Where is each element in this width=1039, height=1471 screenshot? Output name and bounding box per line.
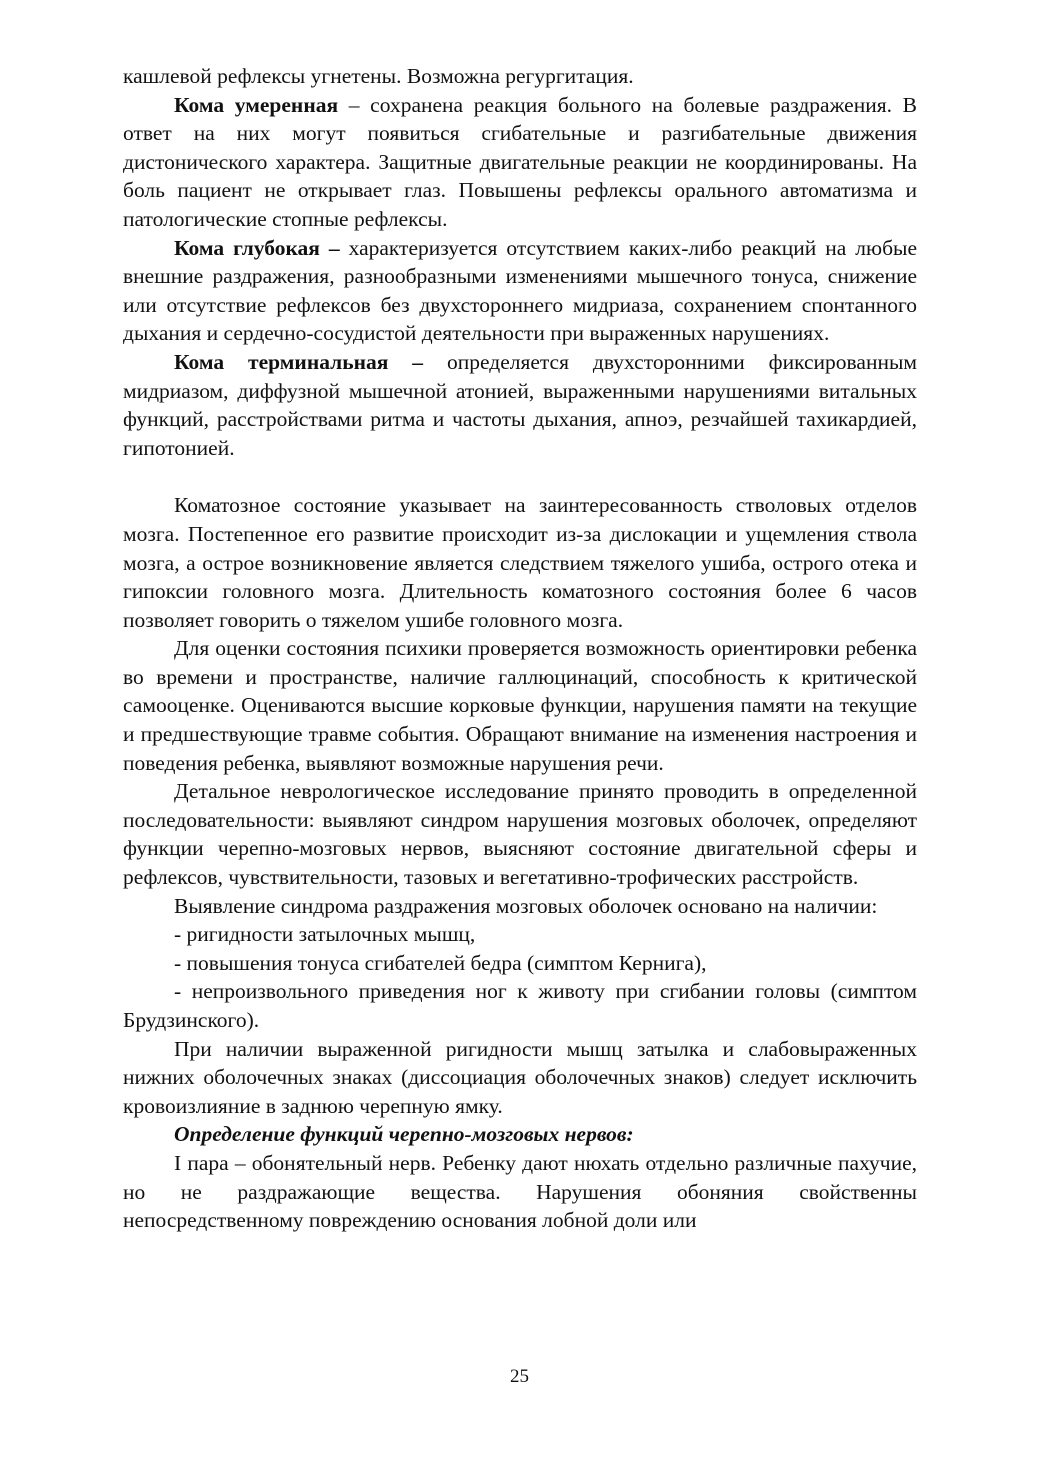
term-terminal-coma: Кома терминальная – — [174, 349, 424, 374]
blank-line — [123, 462, 917, 491]
paragraph-rigidity — [123, 1035, 917, 1121]
paragraph-meningeal-syndrome — [123, 892, 917, 921]
paragraph-continuation — [123, 62, 917, 91]
paragraph-terminal-coma — [123, 348, 917, 462]
section-heading: Определение функций черепно-мозговых нервов: — [174, 1122, 634, 1147]
paragraph-text: Детальное неврологическое исследование принято проводить в определенной последовательности: выявляют синдром нарушения мозговых оболочек, определяют функции черепно-мозговых нервов, выясняют состояние двигательной сферы и рефлексов, чувствительности, тазовых и вегетативно-трофических расстройств. — [123, 779, 917, 890]
paragraph-text: При наличии выраженной ригидности мышц затылка и слабовыраженных нижних оболочечных знаках (диссоциация оболочечных знаков) следует исключить кровоизлияние в заднюю черепную ямку. — [123, 1036, 917, 1118]
list-item: - повышения тонуса сгибателей бедра (симптом Кернига), — [174, 950, 707, 975]
paragraph-text: I пара – обонятельный нерв. Ребенку дают нюхать отдельно различные пахучие, но не раздражающие вещества. Нарушения обоняния свойственны непосредственному повреждению основания лобной доли или — [123, 1150, 917, 1233]
term-deep-coma: Кома глубокая – — [174, 235, 340, 260]
paragraph-text: характеризуется отсутствием каких-либо реакций на любые внешние раздражения, разнообразными изменениями мышечного тонуса, снижение или отсутствие рефлексов без двухстороннего мидриаза, сохранением спонтанного дыхания и сердечно-сосудистой деятельности при выраженных нарушениях. — [123, 235, 917, 346]
paragraph-deep-coma — [123, 234, 917, 348]
paragraph-psyche-assessment — [123, 634, 917, 777]
paragraph-neuro-exam — [123, 777, 917, 891]
paragraph-moderate-coma — [123, 91, 917, 234]
term-moderate-coma: Кома умеренная — [174, 92, 339, 117]
paragraph-text: Для оценки состояния психики проверяется возможность ориентировки ребенка во времени и пространстве, наличие галлюцинаций, способность к критической самооценке. Оцениваются высшие корковые функции, нарушения памяти на текущие и предшествующие травме события. Обращают внимание на изменения настроения и поведения ребенка, выявляют возможные нарушения речи. — [123, 636, 917, 775]
page-number: 25 — [510, 1366, 529, 1387]
paragraph-olfactory-nerve — [123, 1149, 917, 1235]
paragraph-text: определяется двухсторонними фиксированным мидриазом, диффузной мышечной атонией, выраженными нарушениями витальных функций, расстройствами ритма и частоты дыхания, апноэ, резчайшей тахикардией, гипотонией. — [123, 349, 918, 460]
list-item: - непроизвольного приведения ног к животу при сгибании головы (симптом Брудзинского). — [123, 979, 917, 1032]
paragraph-text: Коматозное состояние указывает на заинтересованность стволовых отделов мозга. Постепенное его развитие происходит из-за дислокации и ущемления ствола мозга, а острое возникновение является следствием тяжелого ушиба, острого отека и гипоксии головного мозга. Длительность коматозного состояния более 6 часов позволяет говорить о тяжелом ушибе головного мозга. — [123, 493, 917, 632]
paragraph-text: Выявление синдрома раздражения мозговых оболочек основано на наличии: — [174, 893, 878, 918]
paragraph-comatose-state — [123, 491, 917, 634]
page-body — [123, 62, 917, 1235]
paragraph-text: кашлевой рефлексы угнетены. Возможна регургитация. — [123, 64, 634, 88]
list-item: - ригидности затылочных мышц, — [174, 922, 476, 947]
paragraph-text: – сохранена реакция больного на болевые раздражения. В ответ на них могут появиться сгибательные и разгибательные движения дистонического характера. Защитные двигательные реакции не координированы. На боль пациент не открывает глаз. Повышены рефлексы орального автоматизма и патологические стопные рефлексы. — [123, 92, 917, 231]
